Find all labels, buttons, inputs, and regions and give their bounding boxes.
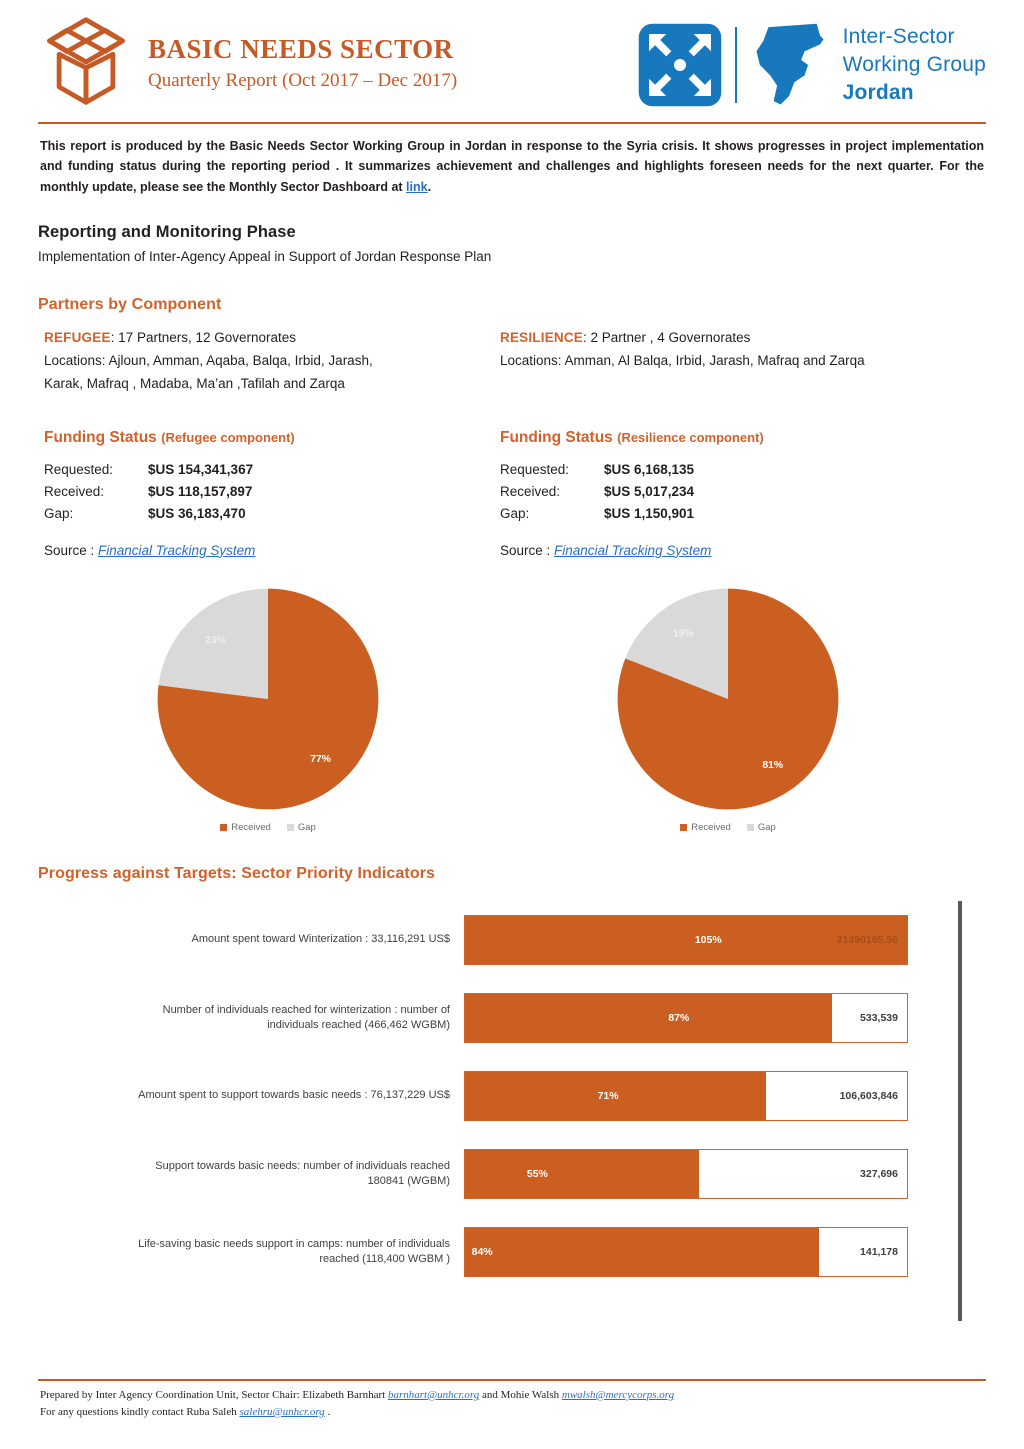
- page-subtitle: Quarterly Report (Oct 2017 – Dec 2017): [148, 70, 458, 92]
- phase-subheading: Implementation of Inter-Agency Appeal in Support of Jordan Response Plan: [38, 248, 492, 264]
- bar-label: [44, 1088, 464, 1103]
- intro-text-after: .: [427, 179, 432, 194]
- funding-resilience-title-text: Funding Status: [500, 429, 618, 447]
- pie-resilience-legend: [680, 822, 776, 833]
- bar-value-label: 31490165.56: [836, 933, 898, 946]
- resilience-summary-text: : 2 Partner , 4 Governorates: [583, 329, 751, 345]
- funding-resilience-received-row: [500, 481, 958, 503]
- bar-label-line-1: Amount spent to support towards basic needs : 76,137,229 US$: [138, 1089, 450, 1102]
- pie-refugee-legend: [220, 822, 316, 833]
- refugee-summary: [44, 328, 498, 349]
- bar-track: [464, 993, 908, 1043]
- bar-row: [44, 1213, 986, 1291]
- bar-row: [44, 901, 986, 979]
- funding-refugee-title-text: Funding Status: [44, 429, 162, 447]
- inward-arrows-icon: [637, 22, 723, 108]
- funding-refugee-gap-label: Gap:: [44, 505, 74, 521]
- footer-line2-b: .: [324, 1405, 331, 1418]
- pie-refugee-legend-gap-label: Gap: [297, 821, 316, 833]
- bar-label-line-1: Support towards basic needs: number of individuals reached: [155, 1159, 450, 1172]
- pie-refugee-legend-received-label: Received: [231, 821, 271, 833]
- pie-refugee-legend-received: [220, 822, 271, 833]
- funding-refugee-source: [44, 543, 498, 558]
- bar-percent-label: 87%: [668, 1011, 690, 1024]
- footer-line-2: [40, 1404, 986, 1421]
- bar-percent-label: 55%: [526, 1167, 548, 1180]
- footer-email-saleh[interactable]: salehru@unhcr.org: [239, 1405, 325, 1418]
- intro-paragraph: [38, 124, 986, 197]
- pie-chart-resilience: [498, 584, 958, 833]
- bar-rows-host: [44, 901, 986, 1291]
- brand-block: [38, 14, 457, 110]
- funding-refugee-paren: (Refugee component): [161, 430, 295, 446]
- refugee-locations-line1: Locations: Ajloun, Amman, Aqaba, Balqa, Irbid, Jarash,: [44, 352, 373, 368]
- funding-resilience-block: [498, 429, 958, 558]
- footer-divider: [38, 1379, 986, 1381]
- bar-label-line-2: reached (118,400 WGBM ): [319, 1252, 450, 1265]
- footer-line-1: [40, 1387, 986, 1404]
- open-box-icon: [38, 14, 134, 110]
- iswg-line-2: Working Group: [842, 53, 986, 77]
- bar-track: [464, 915, 908, 965]
- partners-heading: Partners by Component: [38, 295, 222, 313]
- dashboard-link[interactable]: link: [406, 179, 428, 194]
- legend-swatch-gap-icon: [747, 824, 754, 831]
- funding-resilience-rows: [500, 459, 958, 525]
- page-title: BASIC NEEDS SECTOR: [148, 33, 454, 64]
- bar-row: [44, 1135, 986, 1213]
- bar-label: [44, 932, 464, 947]
- funding-resilience-received-label: Received:: [500, 483, 561, 499]
- bar-label-line-1: Life-saving basic needs support in camps: number of individuals: [138, 1237, 450, 1250]
- resilience-tag: RESILIENCE: [500, 329, 584, 345]
- bar-label-line-2: 180841 (WGBM): [367, 1174, 450, 1187]
- page-footer: [40, 1387, 986, 1421]
- resilience-locations-line1: Locations: Amman, Al Balqa, Irbid, Jarash, Mafraq and Zarqa: [500, 352, 865, 368]
- iswg-line-3: Jordan: [842, 80, 914, 104]
- footer-line1-a: Prepared by Inter Agency Coordination Unit, Sector Chair: Elizabeth Barnhart: [40, 1388, 388, 1401]
- legend-swatch-gap-icon: [287, 824, 294, 831]
- brand-text: [148, 31, 457, 93]
- pie-resilience-legend-received-label: Received: [691, 821, 731, 833]
- pie-refugee-svg: [153, 584, 383, 814]
- footer-email-barnhart[interactable]: barnhart@unhcr.org: [387, 1388, 480, 1401]
- partners-resilience-column: [498, 328, 958, 395]
- funding-refugee-received-row: [44, 481, 498, 503]
- funding-resilience-gap-label: Gap:: [500, 505, 530, 521]
- funding-resilience-requested-row: [500, 459, 958, 481]
- bar-label-line-2: individuals reached (466,462 WGBM): [267, 1018, 450, 1031]
- bar-label: [44, 1159, 464, 1189]
- funding-resilience-gap-value: $US 1,150,901: [604, 505, 695, 521]
- pie-resilience-legend-gap: [747, 822, 776, 833]
- funding-refugee-rows: [44, 459, 498, 525]
- pie-resilience-svg: [613, 584, 843, 814]
- funding-resilience-paren: (Resilience component): [617, 430, 764, 446]
- bar-label-line-1: Number of individuals reached for winterization : number of: [162, 1003, 450, 1016]
- funding-refugee-title: [44, 429, 498, 447]
- partners-refugee-column: [38, 328, 498, 395]
- bar-fill: [465, 1228, 819, 1276]
- funding-refugee-block: [38, 429, 498, 558]
- iswg-wordmark: [843, 23, 986, 106]
- funding-resilience-requested-label: Requested:: [500, 462, 570, 478]
- footer-email-walsh[interactable]: mwalsh@mercycorps.org: [561, 1388, 675, 1401]
- chart-axis-line: [958, 901, 962, 1321]
- progress-bar-chart: [38, 901, 986, 1291]
- bar-value-label: 106,603,846: [839, 1089, 898, 1102]
- funding-resilience-requested-value: $US 6,168,135: [604, 462, 695, 478]
- bar-label: [44, 1003, 464, 1033]
- funding-columns: [38, 429, 986, 558]
- bar-value-label: 141,178: [860, 1245, 898, 1258]
- iswg-logo: [637, 14, 986, 108]
- bar-percent-label: 105%: [694, 933, 722, 946]
- funding-refugee-requested-row: [44, 459, 498, 481]
- bar-row: [44, 979, 986, 1057]
- bar-fill: [465, 994, 832, 1042]
- pie-resilience-legend-received: [680, 822, 731, 833]
- legend-swatch-received-icon: [680, 824, 687, 831]
- pie-resilience-received-label: 81%: [762, 759, 784, 771]
- bar-track: [464, 1227, 908, 1277]
- pie-resilience-gap-label: 19%: [672, 628, 694, 640]
- refugee-tag: REFUGEE: [44, 329, 111, 345]
- funding-refugee-gap-value: $US 36,183,470: [148, 505, 246, 521]
- bar-track: [464, 1071, 908, 1121]
- bar-value-label: 533,539: [860, 1011, 898, 1024]
- pie-charts-row: [38, 584, 986, 833]
- legend-swatch-received-icon: [220, 824, 227, 831]
- funding-resilience-source-label: Source :: [500, 542, 555, 558]
- partners-columns: [38, 328, 986, 395]
- funding-refugee-source-label: Source :: [44, 542, 99, 558]
- funding-resilience-title: [500, 429, 958, 447]
- bar-track: [464, 1149, 908, 1199]
- pie-resilience-legend-gap-label: Gap: [757, 821, 776, 833]
- bar-percent-label: 84%: [471, 1245, 493, 1258]
- jordan-map-icon: [749, 22, 831, 108]
- phase-heading: Reporting and Monitoring Phase: [38, 222, 296, 241]
- funding-resilience-source-link[interactable]: Financial Tracking System: [554, 542, 712, 558]
- bar-percent-label: 71%: [597, 1089, 619, 1102]
- pie-refugee-gap-label: 23%: [205, 634, 226, 646]
- funding-refugee-gap-row: [44, 503, 498, 525]
- pie-chart-refugee: [38, 584, 498, 833]
- progress-heading: Progress against Targets: Sector Priority Indicators: [38, 864, 436, 882]
- pie-refugee-legend-gap: [287, 822, 316, 833]
- funding-refugee-received-value: $US 118,157,897: [148, 483, 253, 499]
- funding-refugee-requested-value: $US 154,341,367: [148, 462, 254, 478]
- bar-row: [44, 1057, 986, 1135]
- footer-line1-b: and Mohie Walsh: [479, 1388, 562, 1401]
- funding-resilience-gap-row: [500, 503, 958, 525]
- bar-value-label: 327,696: [860, 1167, 898, 1180]
- pie-refugee-received-label: 77%: [310, 753, 331, 765]
- logo-divider: [735, 27, 737, 103]
- funding-refugee-received-label: Received:: [44, 483, 105, 499]
- bar-label-line-1: Amount spent toward Winterization : 33,116,291 US$: [191, 933, 450, 946]
- bar-fill: [465, 1150, 699, 1198]
- funding-refugee-source-link[interactable]: Financial Tracking System: [98, 542, 256, 558]
- iswg-line-1: Inter-Sector: [842, 25, 955, 49]
- intro-text-before: This report is produced by the Basic Needs Sector Working Group in Jordan in response to the Syria crisis. It shows progresses in project implementation and funding status during the reporting period . It summarizes achievement and challenges and highlights foreseen needs for the next quarter. For the monthly update, please see the Monthly Sector Dashboard at: [40, 139, 984, 194]
- funding-resilience-source: [500, 543, 958, 558]
- page-header: [38, 0, 986, 118]
- footer-line2-a: For any questions kindly contact Ruba Saleh: [40, 1405, 240, 1418]
- resilience-summary: [500, 328, 958, 349]
- refugee-locations-line2: Karak, Mafraq , Madaba, Ma’an ,Tafilah and Zarqa: [44, 375, 345, 391]
- funding-resilience-received-value: $US 5,017,234: [604, 483, 695, 499]
- bar-label: [44, 1237, 464, 1267]
- refugee-summary-text: : 17 Partners, 12 Governorates: [110, 329, 297, 345]
- funding-refugee-requested-label: Requested:: [44, 462, 114, 478]
